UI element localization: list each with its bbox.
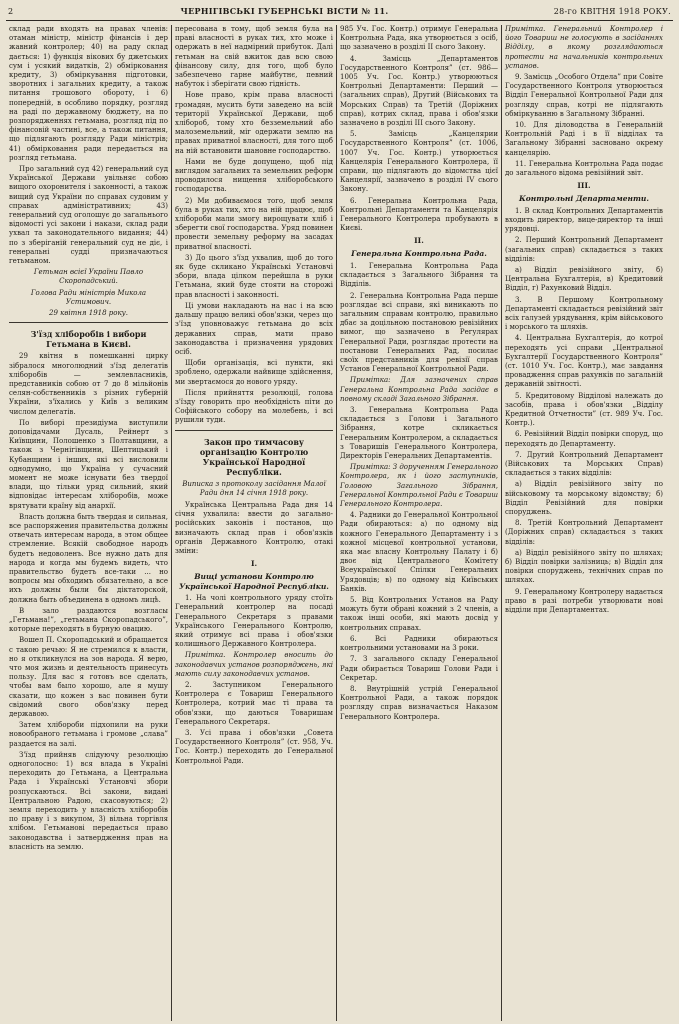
paragraph: Примітка: З дорученням Генерального Контролера, як і його заступників, Головою Загального Зібрання, Генеральної Контрольної Ради є Товариш Генерального Контролера. <box>340 463 498 509</box>
paragraph: В зало раздаются возгласы „Гетьмана!”, „гетьмана Скоропадського”, которые переходять в бурную овацию. <box>9 606 168 634</box>
paragraph: 3. Усі права і обов'язки „Совета Государственного Контроля” (ст. 958, Уч. Гос. Контр.) переходять до Генеральної Контрольної Ради. <box>175 729 333 765</box>
paragraph: 2. Генеральна Контрольна Рада перше розглядає всі справи, які виникають по загальним справам контролю, правильно дбає за доцільною постановою ревізійних вимог, що зазначено в Регулярах Генеральної Ради, розглядає протести на постанови Генеральних Рад, посилає своїх представників для ревізії справ Установ Генеральної Контрольної Ради. <box>340 291 498 374</box>
paragraph: 1. В склад Контрольних Департаментів входить директор, вице-директор та інші урядовці. <box>505 206 663 234</box>
paragraph: 6. Генеральна Контрольна Рада, Контрольні Департаменти та Канцелярія Генерального Контролера пробувають в Києві. <box>340 196 498 233</box>
paragraph: 3. Генеральна Контрольна Рада складається з Голови і Загального Зібрання, котре скликається Генеральним Контролером, а складається з Товаришів Генерального Контролера, Директорів Генеральних Департаментів. <box>340 406 498 461</box>
paragraph: 2. Перший Контрольний Департамент (загальних справ) складається з таких відділів: <box>505 236 663 263</box>
section-number: II. <box>414 236 424 246</box>
paragraph: Примітка. Контролер вносить до законодавчих установ розпоряджень, які мають силу законодавчих установ. <box>175 651 333 678</box>
paragraph: 3. В Першому Контрольному Департаменті складається ревізійний звіт всіх галузей урядування, крім військового і морського та шляхів. <box>505 295 663 332</box>
paragraph: По виборі президіума виступили доповідачами Дусаль, Рейнерт з Київщини, Полошенко з Полтавщини, а також з Чернігівщини, Шептицький і Кубанщини і інших, які всі висловили однодумно, що Україна у сучасний момент не може існувати без твердої влади, що тільки уряд сильний, який відповідає інтересам хліборобів, може врятувати країну від анархії. <box>9 418 168 510</box>
article-heading: Закон про тимчасову організацію Контролю Української Народної Республіки. <box>199 436 309 477</box>
paragraph: Українська Центральна Рада дня 14 січня ухвалила: ввести до загально-російських законів і постанов, що визначають склад прав і обов'язків органів Державного Контролю, отакі зміни: <box>175 500 333 555</box>
paragraph: Затем хлібороби підхопили на руки новообраного гетьмана і громове „слава” раздается на залі. <box>9 721 168 748</box>
paragraph: 11. Генеральна Контрольна Рада подає до загального відома ревізійний звіт. <box>505 159 663 178</box>
paragraph: 10. Для діловодства в Генеральній Контрольній Раді і в її відділах та Загальному Зібранні засновано окрему канцелярію. <box>505 121 663 157</box>
paragraph: 1. На чолі контрольного уряду стоїть Генеральний контролер на посаді Генерального Секретаря з правами Українського Генерального Контролю, який отримує всі права і обов'язки колишнього Державного Контролера. <box>175 594 333 649</box>
paragraph: 4. Радники до Генеральної Контрольної Ради обираються: а) по одному від кожного Генерального Департаменту і з кожної місцевої контрольної установи, яка має власну Контрольну Палату і б) двоє від Центрального Комітету Всеукраїнської Спілки Генеральних Урядовців; в) по одному від Київських Банків. <box>340 511 498 593</box>
list-item: а) Відділ ревізійного звіту по шляхах; б) Відділ повірки залізниць; в) Відділ для повірки споруджень, технічних справ по шляхах. <box>505 548 663 585</box>
paragraph: 29 квітня в помешканні цирку зібралося многолюдний з'їзд делегатів хліборобів — землевласників, представників собою от 7 до 8 мільйонів селян-собственників з різних губерній України, з'їхались у Київ з великим числом делегатів. <box>9 352 168 416</box>
paragraph: пересована в тому, щоб земля була на праві власності в руках тих, хто може і одержать в неї надмірний прибуток. Далі гетьман на свій вжиток дав всю свою фінансову силу, для того, щоб було забезпечено гарне майбутнє, певний набуток і зберігати свою гідність. <box>175 25 333 89</box>
paragraph: 5. Кредитовому Відділові належать до засобів, права і обов'язки „Відділу Кредитной Отчетности” (ст. 989 Уч. Гос. Контр.). <box>505 391 663 428</box>
signature-date: 29 квітня 1918 року. <box>49 309 128 318</box>
paragraph: 4. Замісць „Департаментов Государственного Контроля” (ст. 986—1005 Уч. Гос. Контр.) утворюються Контрольні Департаменти: Перший — (загальних справ), Другий (Військових та Морських Справ) та Третій (Доріжних справ), котрих склад, права і обов'язки зазначено в розділі III сього Закону. <box>340 54 498 128</box>
paragraph: 9. Замісць „Особого Отдела” при Совіте Государственного Контроля утворюється Відділ Генеральної Контрольної Ради для розгляду справ, котрі не підлягають обміркуванню в Загальному Зібранні. <box>505 73 663 118</box>
paragraph: Ці умови накладають на нас і на всю дальшу працю великі обов'язки, через що з'їзд уповноважує гетьмана до всіх державних справ, мати право законодавства і призначення урядових осіб. <box>175 301 333 356</box>
section-heading: Генеральна Контрольна Рада. <box>351 249 487 259</box>
paragraph: 1. Генеральна Контрольна Рада складається з Загального Зібрання та Відділів. <box>340 261 498 289</box>
paragraph: 9. Генеральному Контролеру надається право в разі потреби утворювати нові відділи при Департаментах. <box>505 587 663 615</box>
protocol-note: Виписка з протоколу засідання Малої Ради дня 14 січня 1918 року. <box>182 479 326 497</box>
newspaper-title: ЧЕРНІГІВСЬКІ ГУБЕРНСЬКІ ВІСТИ № 11. <box>180 6 389 16</box>
column-3 <box>336 25 501 1021</box>
paragraph: Нове право, крім права власності громадян, мусить бути заведено на всій території Української Держави, щоб хлібороб, тому хто безземельний або малоземельний, міг одержати землю на правах приватної власності, для того щоб на ній встановити шановне господарство. <box>175 91 333 155</box>
paragraph: 6. Ревізійний Відділ повірки споруд, що переходять до Департаменту. <box>505 430 663 448</box>
paragraph: Вошел П. Скоропадський и обращается с такою речью: Я не стремился к власти, но я откликнулся на зов народа. Я верю, что моя жизнь и деятельность принесуть пользу. Для вас я готовъ все сделать, чтобы вам было хорошо, але я мушу сказати, що кожен з вас повинен бути свідомий свого обов'язку перед державою. <box>9 636 168 719</box>
paragraph: Після прийняття резолюції, голова з'їзду говорить про необхідність піти до Софійського собору на молебень, і всі рушили туди. <box>175 388 333 425</box>
masthead <box>6 4 673 21</box>
paragraph: 5. Замісць „Канцелярии Государственного Контроля” (ст. 1006, 1007 Уч. Гос. Контр.) утворюється Канцелярія Генерального Контролера, її справи, що підлягають до відомства цієї Канцелярії, зазначено в розділі IV сього Закону. <box>340 130 498 194</box>
signature-chairman: Голова Ради міністрів Микола Устимович. <box>30 288 147 306</box>
paragraph: 4. Центральна Бухгалтерія, до котрої переходять усі справи „Центральної Бухгалтерії Государственного Контроля” (ст. 1010 Уч. Гос. Контр.), має завдання провадження справ рахунків по загальній державній звітності. <box>505 334 663 389</box>
divider <box>175 430 333 431</box>
list-item: а) Відділ ревізійного звіту, б) Центральна Бухгалтерія, в) Кредитовий Відділ, г) Рахунковий Відділ. <box>505 265 663 293</box>
article-heading: З'їзд хліборобів і вибори Гетьмана в Києві. <box>30 329 147 350</box>
paragraph: Власть должна быть твердая и сильная, все распоряжения правительства должны отвечать интересам народа, в этом общее стремление. Всякій свободное народъ будетъ недоволенъ. Все нужно дать для народа и когда мы будемъ видеть, что правительство будетъ все-таки ... но вопросы мы обходимъ обязательно, а все ихъ должны были бы діктаторской, должна быть объединена в одномъ лицѣ. <box>9 512 168 604</box>
column-4 <box>501 25 666 1021</box>
paragraph: Примітка. Генеральний Контролер і його Товариш не голосують в засіданнях Відділу, в якому розглядаються протести на начальників контрольних установ. <box>505 25 663 70</box>
paragraph: 985 Уч. Гос. Контр.) отримує Генеральна Контрольна Рада, яка утворюється з осіб, що зазначено в розділі II сього Закону. <box>340 25 498 52</box>
paragraph: 6. Всі Радники обираються контрольними установами на 3 роки. <box>340 634 498 653</box>
section-heading: Вищі установи Контролю Української Народної Республіки. <box>179 572 329 591</box>
paragraph: склад ради входять на правах членів: отаман міністр, міністр фінансів і дер жавний контролер; 40) на раду склад дається: 1) функція вікових бу джетських сум і усякий видатків, 2) обмірковання кредиту, 3) обміркування підготовки, зворотних і загальних кредиту, а також питання грошового обороту, і 6) попередній, в особливо порядку, розгляд на раді по державному бюджету, на по розпорядженнях гетьмана, розгляд під по фінансовій частині, все, а також питання, що підлягають розгляду Ради міністрів; 41) обмірковання ради передається на розгляд гетьмана. <box>9 25 168 162</box>
paragraph: 2) Ми добиваємося того, щоб земля була в руках тих, хто на ній працює, щоб хлібороби мали змогу вирощувати хліб і зберегти свої господарства. Уряд повинен провести земельну реформу на засадах приватної власності. <box>175 196 333 251</box>
section-heading: Контрольні Департаменти. <box>518 194 649 204</box>
page-number: 2 <box>8 6 14 16</box>
paragraph: 7. Другий Контрольний Департамент (Військових та Морських Справ) складається з таких відділів: <box>505 450 663 478</box>
paragraph: Щоби організація, всі пункти, які зроблено, одержали найвище здійснення, ми звертаємося до нового уряду. <box>175 359 333 386</box>
column-1 <box>6 25 171 1021</box>
section-number: III. <box>577 181 591 191</box>
issue-date: 28-го КВІТНЯ 1918 РОКУ. <box>553 6 671 16</box>
section-number: I. <box>250 559 258 569</box>
paragraph: 8. Внутрішній устрій Генеральної Контрольної Ради, а також порядок розгляду справ визначається Наказом Генерального Контролера. <box>340 684 498 721</box>
column-2 <box>171 25 336 1021</box>
divider <box>9 322 168 323</box>
paragraph: 2. Заступником Генерального Контролера є Товариш Генерального Контролера, котрий має ті права та обов'язки, що даються Товаришам Генерального Секретаря. <box>175 680 333 726</box>
paragraph: Примітка: Для зазначених справ Генеральна Контрольна Рада засідає в повному складі Загального Зібрання. <box>340 376 498 403</box>
paragraph: 8. Третій Контрольний Департамент (Доріжних справ) складається з таких відділів: <box>505 519 663 546</box>
list-item: а) Відділ ревізійного звіту по військовому та морському відомству; б) Відділ Ревізійний для повірки споруджень. <box>505 480 663 517</box>
paragraph: З'їзд прийняв слідуючу резолюцію одноголосно: 1) вся влада в Україні переходить до Гетьмана, а Центральна Рада і Українські Установчі збори розпускаються. Всі закони, видані Центральною Радою, скасовуються; 2) земля переходить у власність хліборобів по праву і з викупом, 3) вільна торгівля хлібом. Гетьманові передається право законодавства і затвердження прав на власність на землю. <box>9 750 168 851</box>
paragraph: 5. Від Контрольних Установ на Раду можуть бути обрані кожний з 2 членів, а також інші особи, які мають досвід у контрольних справах. <box>340 596 498 632</box>
paragraph: 7. З загального складу Генеральної Ради обирається Товариш Голови Ради і Секретар. <box>340 655 498 682</box>
columns <box>6 25 673 1021</box>
paragraph: 3) До цього з'їзд ухвалив, щоб до того як буде скликано Українські Установчі збори, влада цілком перейшла в руки Гетьмана, який буде стояти на сторожі прав власності і законності. <box>175 253 333 299</box>
paragraph: Про загальний суд 42) генеральний суд Української Держави увільняє собою вищого охоронителя і законності, а також вищий суд України по справах судовим у справах адміністративних; 43) генеральний суд оголошує до загальнього відомості усі закони і накази, склад ради ухвал та законодательного видання; 44) по з зберіганій генеральний суд не діє, і генеральні судді призначаються гетьманом. <box>9 165 168 266</box>
paragraph: Нами не буде допущено, щоб під виглядом загальних та земельних реформ проводилося нищення хліборобського господарства. <box>175 157 333 194</box>
signature-hetman: Гетьман всієї України Павло Скоропадський. <box>33 268 144 286</box>
